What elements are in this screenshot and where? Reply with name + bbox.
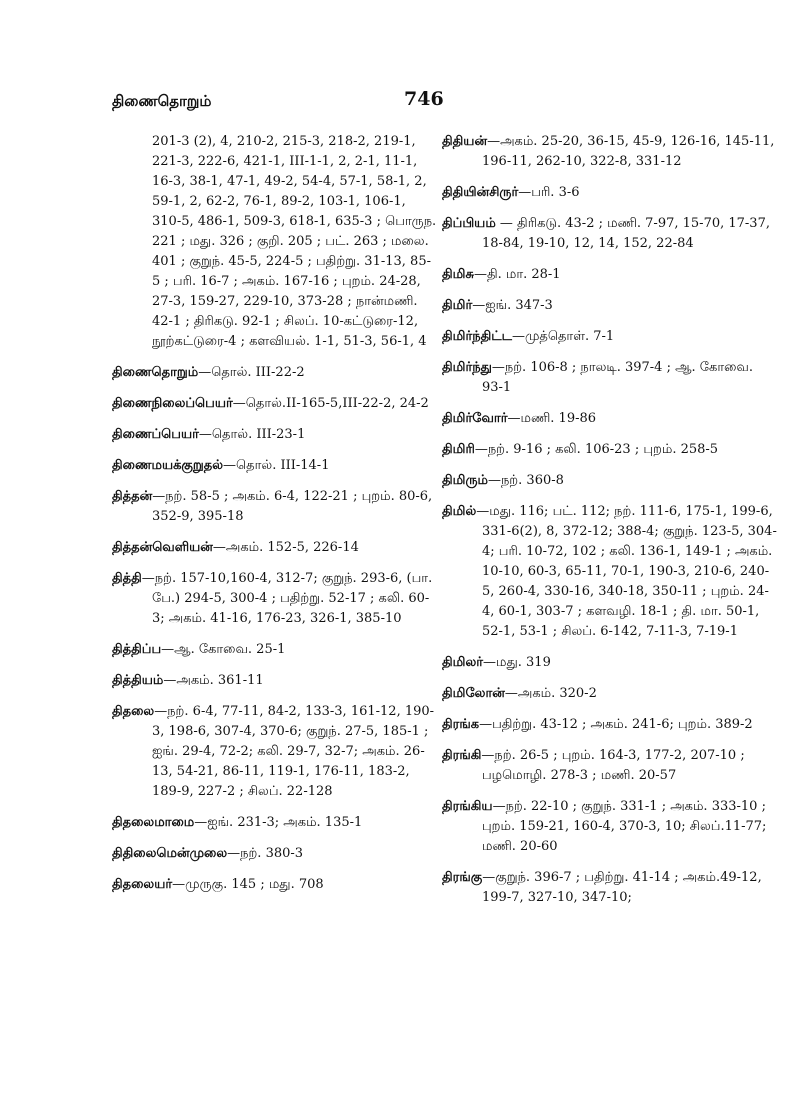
entry-references: —மது. 319 — [483, 655, 551, 670]
entry-headword: திமிரி — [442, 442, 475, 457]
index-entry — [112, 363, 437, 383]
entry-headword: திதியின்சிருர் — [442, 185, 519, 200]
entry-references: —நற். 22-10 ; குறுந். 331-1 ; அகம். 333-10 ; புறம். 159-21, 160-4, 370-3, 10; சிலப்.11-77; மணி. 20-60 — [482, 799, 767, 854]
index-entry — [442, 715, 777, 735]
entry-references: —நற். 9-16 ; கலி. 106-23 ; புறம். 258-5 — [474, 442, 719, 457]
index-entry — [112, 844, 437, 864]
entry-references: —தொல். III-23-1 — [198, 427, 306, 442]
entry-references: —அகம். 152-5, 226-14 — [212, 540, 359, 555]
index-entry — [112, 425, 437, 445]
entry-headword: திரங்க — [442, 717, 480, 732]
index-entry — [442, 327, 777, 347]
entry-references: —அகம். 320-2 — [504, 686, 597, 701]
running-head: திணைதொறும் — [112, 92, 212, 110]
index-entry — [442, 653, 777, 673]
right-column — [442, 132, 777, 919]
entry-references: —நற். 360-8 — [487, 473, 564, 488]
entry-references: —ஐங். 231-3; அகம். 135-1 — [194, 815, 363, 830]
entry-references: —ஐங். 347-3 — [472, 298, 553, 313]
entry-headword: திமிரும் — [442, 473, 488, 488]
entry-headword: திமிசு — [442, 267, 474, 282]
entry-references: —முருகு. 145 ; மது. 708 — [172, 877, 324, 892]
entry-references: —நற். 26-5 ; புறம். 164-3, 177-2, 207-10 ; பழமொழி. 278-3 ; மணி. 20-57 — [481, 748, 745, 783]
entry-references: —அகம். 361-11 — [163, 673, 264, 688]
index-entry — [112, 702, 437, 802]
entry-headword: திதலைமாமை — [112, 815, 195, 830]
entry-headword: திரங்கி — [442, 748, 482, 763]
index-entry — [112, 813, 437, 833]
index-entry — [442, 684, 777, 704]
index-entry — [442, 797, 777, 857]
left-column — [112, 132, 437, 906]
entry-references: —மது. 116; பட். 112; நற். 111-6, 175-1, 199-6, 331-6(2), 8, 372-12; 388-4; குறுந். 123-5, 304-4; பரி. 10-72, 102 ; கலி. 136-1, 149-1 ; அகம். 10-10, 60-3, 65-11, 70-1, 190-3, 210-6, 240-5, 260-4, 330-16, 340-18, 350-11 ; புறம். 24-4, 60-1, 303-7 ; களவழி. 18-1 ; தி. மா. 50-1, 52-1, 53-1 ; சிலப். 6-142, 7-11-3, 7-19-1 — [476, 504, 777, 639]
entry-references: —நற். 157-10,160-4, 312-7; குறுந். 293-6, (பா. பே.) 294-5, 300-4 ; பதிற்று. 52-17 ; கலி. 60-3; அகம். 41-16, 176-23, 326-1, 385-10 — [141, 571, 433, 626]
entry-headword: திமிலர் — [442, 655, 484, 670]
entry-references: —முத்தொள். 7-1 — [511, 329, 615, 344]
index-entry — [442, 296, 777, 316]
entry-references: —நற். 380-3 — [227, 846, 304, 861]
entry-references: — திரிகடு. 43-2 ; மணி. 7-97, 15-70, 17-37, 18-84, 19-10, 12, 14, 152, 22-84 — [482, 216, 770, 251]
index-entry — [442, 132, 777, 172]
entry-headword: தித்தியம் — [112, 673, 164, 688]
entry-references: —நற். 106-8 ; நாலடி. 397-4 ; ஆ. கோவை. 93-1 — [482, 360, 754, 395]
entry-headword: திதலையர் — [112, 877, 173, 892]
entry-references: —தொல்.II-165-5,III-22-2, 24-2 — [232, 396, 429, 411]
entry-headword: தித்திப்ப — [112, 642, 162, 657]
entry-references: —நற். 6-4, 77-11, 84-2, 133-3, 161-12, 190-3, 198-6, 307-4, 370-6; குறுந். 27-5, 185-1 ; ஐங். 29-4, 72-2; கலி. 29-7, 32-7; அகம். 26-13, 54-21, 86-11, 119-1, 176-11, 183-2, 189-9, 227-2 ; சிலப். 22-128 — [152, 704, 435, 799]
entry-headword: திமிர்வோர் — [442, 411, 508, 426]
entry-references: —பரி. 3-6 — [518, 185, 580, 200]
entry-headword: திணைமயக்குறுதல் — [112, 458, 224, 473]
index-entry — [112, 640, 437, 660]
index-entry — [112, 875, 437, 895]
index-entry — [442, 183, 777, 203]
index-entry — [442, 471, 777, 491]
entry-references: —அகம். 25-20, 36-15, 45-9, 126-16, 145-11, 196-11, 262-10, 322-8, 331-12 — [482, 134, 775, 169]
index-entry — [112, 132, 437, 352]
index-entry — [442, 440, 777, 460]
entry-headword: திணைநிலைப்பெயர் — [112, 396, 233, 411]
entry-headword: திமிர் — [442, 298, 473, 313]
entry-headword: தித்தி — [112, 571, 142, 586]
entry-headword: திதலை — [112, 704, 155, 719]
index-entry — [112, 394, 437, 414]
entry-references: —தொல். III-22-2 — [198, 365, 305, 380]
index-entry — [442, 409, 777, 429]
entry-references: —மணி. 19-86 — [507, 411, 597, 426]
entry-headword: திமிலோன் — [442, 686, 505, 701]
entry-headword: தித்தன்வெளியன் — [112, 540, 213, 555]
entry-headword: திரங்கு — [442, 870, 483, 885]
page-number: 746 — [404, 88, 444, 110]
entry-references: 201-3 (2), 4, 210-2, 215-3, 218-2, 219-1, 221-3, 222-6, 421-1, III-1-1, 2, 2-1, 11-1, 16-3, 38-1, 47-1, 49-2, 54-4, 57-1, 58-1, 2, 59-1, 2, 62-2, 76-1, 89-2, 103-1, 106-1, 310-5, 486-1, 509-3, 618-1, 635-3 ; பொருந. 221 ; மது. 326 ; குறி. 205 ; பட். 263 ; மலை. 401 ; குறுந். 45-5, 224-5 ; பதிற்று. 31-13, 85-5 ; பரி. 16-7 ; அகம். 167-16 ; புறம். 24-28, 27-3, 159-27, 229-10, 373-28 ; நான்மணி. 42-1 ; திரிகடு. 92-1 ; சிலப். 10-கட்டுரை-12, நூற்கட்டுரை-4 ; களவியல். 1-1, 51-3, 56-1, 4 — [152, 134, 437, 349]
index-entry — [112, 538, 437, 558]
index-entry — [442, 358, 777, 398]
entry-headword: திப்பியம் — [442, 216, 496, 231]
entry-references: —தி. மா. 28-1 — [473, 267, 561, 282]
entry-references: —ஆ. கோவை. 25-1 — [161, 642, 286, 657]
entry-headword: திரங்கிய — [442, 799, 493, 814]
index-entry — [112, 569, 437, 629]
entry-headword: தித்தன் — [112, 489, 153, 504]
entry-headword: திமில் — [442, 504, 477, 519]
entry-headword: திமிர்ந்திட்ட — [442, 329, 512, 344]
entry-references: —குறுந். 396-7 ; பதிற்று. 41-14 ; அகம்.49-12, 199-7, 327-10, 347-10; — [482, 870, 762, 905]
entry-headword: திணைப்பெயர் — [112, 427, 199, 442]
index-entry — [442, 746, 777, 786]
entry-references: —தொல். III-14-1 — [223, 458, 330, 473]
entry-headword: திணைதொறும் — [112, 365, 199, 380]
index-entry — [112, 671, 437, 691]
index-entry — [442, 265, 777, 285]
index-entry — [442, 868, 777, 908]
entry-headword: திதிலைமென்முலை — [112, 846, 228, 861]
index-entry — [442, 214, 777, 254]
index-entry — [112, 456, 437, 476]
index-entry — [442, 502, 777, 642]
entry-references: —பதிற்று. 43-12 ; அகம். 241-6; புறம். 389-2 — [479, 717, 753, 732]
entry-headword: திதியன் — [442, 134, 488, 149]
index-entry — [112, 487, 437, 527]
entry-references: —நற். 58-5 ; அகம். 6-4, 122-21 ; புறம். 80-6, 352-9, 395-18 — [152, 489, 433, 524]
entry-headword: திமிர்ந்து — [442, 360, 492, 375]
